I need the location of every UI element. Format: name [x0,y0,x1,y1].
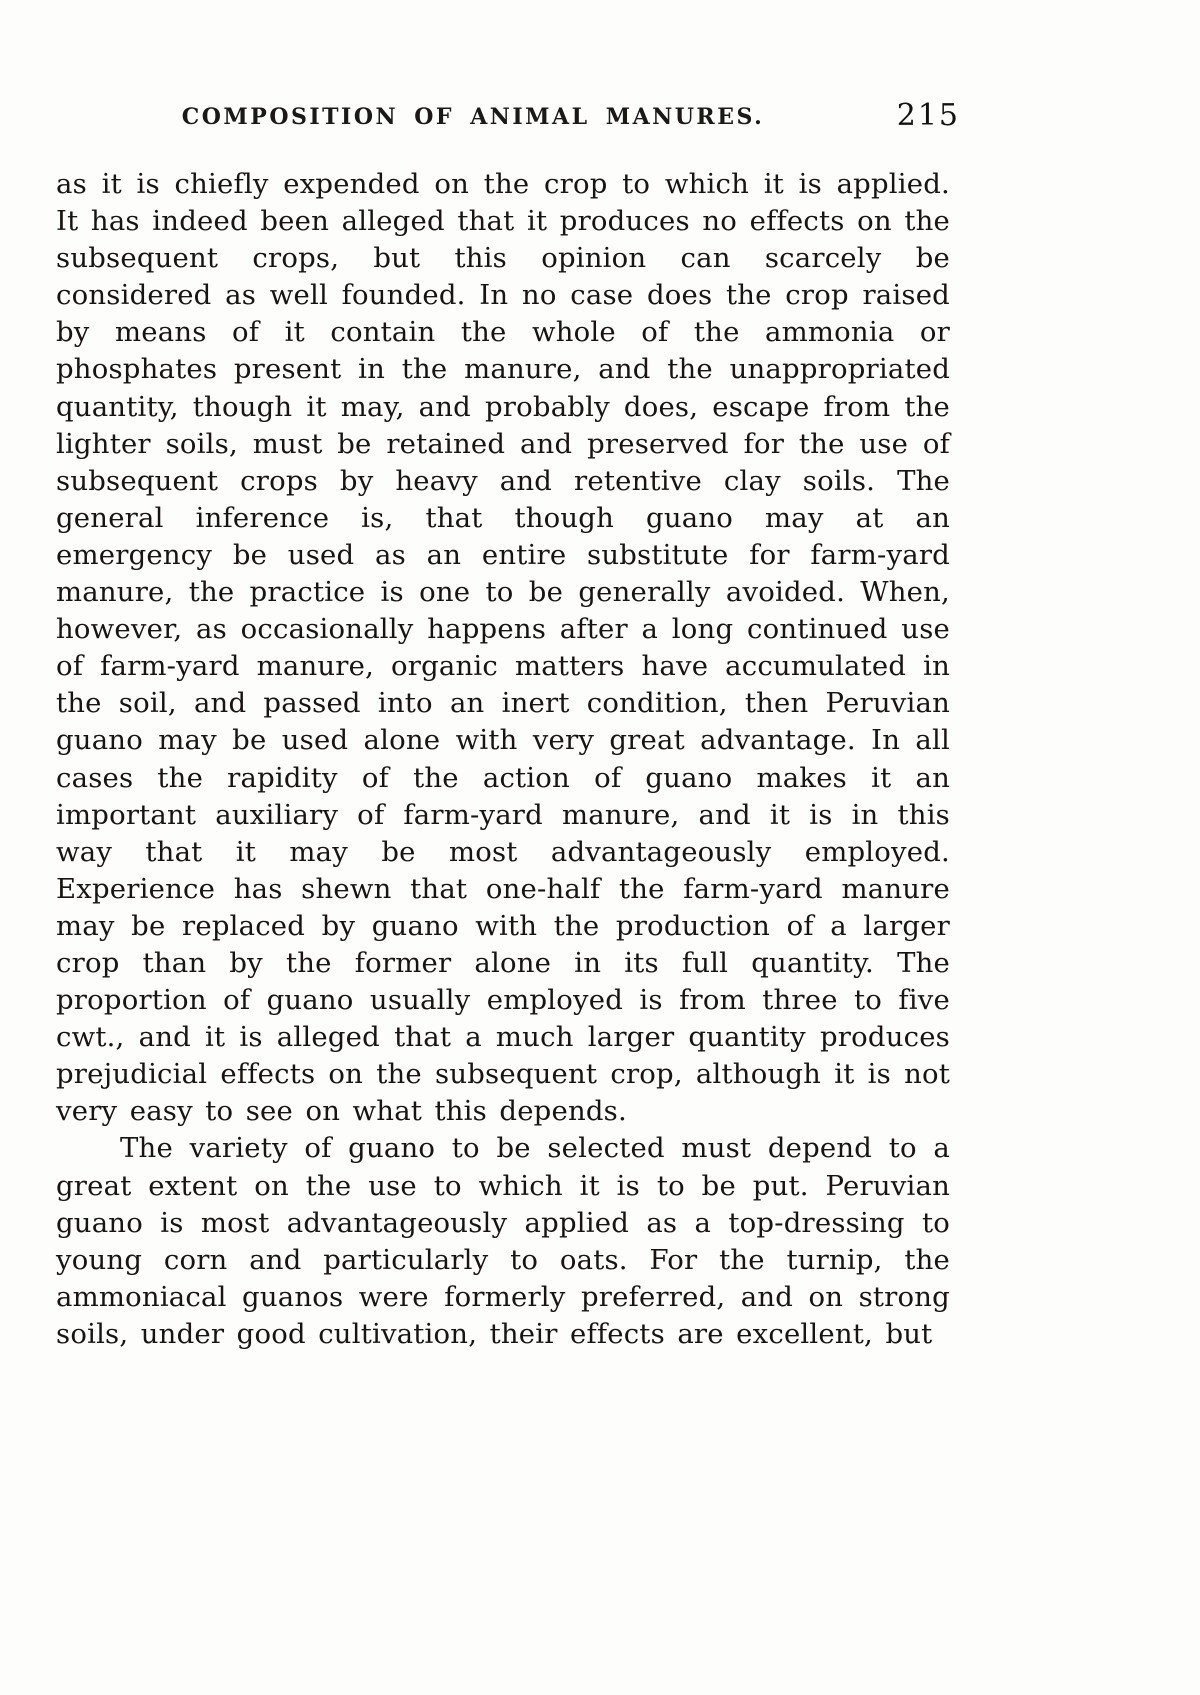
paragraph: as it is chiefly expended on the crop to which it is applied. It has indeed been alleged that it produces no effects on the subsequent crops, but this opinion can scarcely be considered as well founded. In no case does the crop raised by means of it contain the whole of the ammonia or phosphates present in the manure, and the unappropriated quantity, though it may, and probably does, escape from the lighter soils, must be retained and preserved for the use of subsequent crops by heavy and retentive clay soils. The general inference is, that though guano may at an emergency be used as an entire substitute for farm-yard manure, the practice is one to be generally avoided. When, however, as occasionally happens after a long continued use of farm-yard manure, organic matters have accumulated in the soil, and passed into an inert condition, then Peruvian guano may be used alone with very great advantage. In all cases the rapidity of the action of guano makes it an important auxiliary of farm-yard manure, and it is in this way that it may be most advantageously employed. Experience has shewn that one-half the farm-yard manure may be replaced by guano with the production of a larger crop than by the former alone in its full quantity. The proportion of guano usually employed is from three to five cwt., and it is alleged that a much larger quantity produces prejudicial effects on the subsequent crop, although it is not very easy to see on what this depends. [56,168,950,1128]
paragraph: The variety of guano to be selected must depend to a great extent on the use to which it is to be put. Peruvian guano is most advantageously applied as a top-dressing to young corn and particularly to oats. For the turnip, the ammoniacal guanos were formerly preferred, and on strong soils, under good cultivation, their effects are excellent, but [56,1132,950,1350]
page-number: 215 [896,98,960,133]
page-body [56,166,950,1353]
running-head-title: COMPOSITION OF ANIMAL MANURES. [181,104,765,130]
running-head [56,98,960,144]
